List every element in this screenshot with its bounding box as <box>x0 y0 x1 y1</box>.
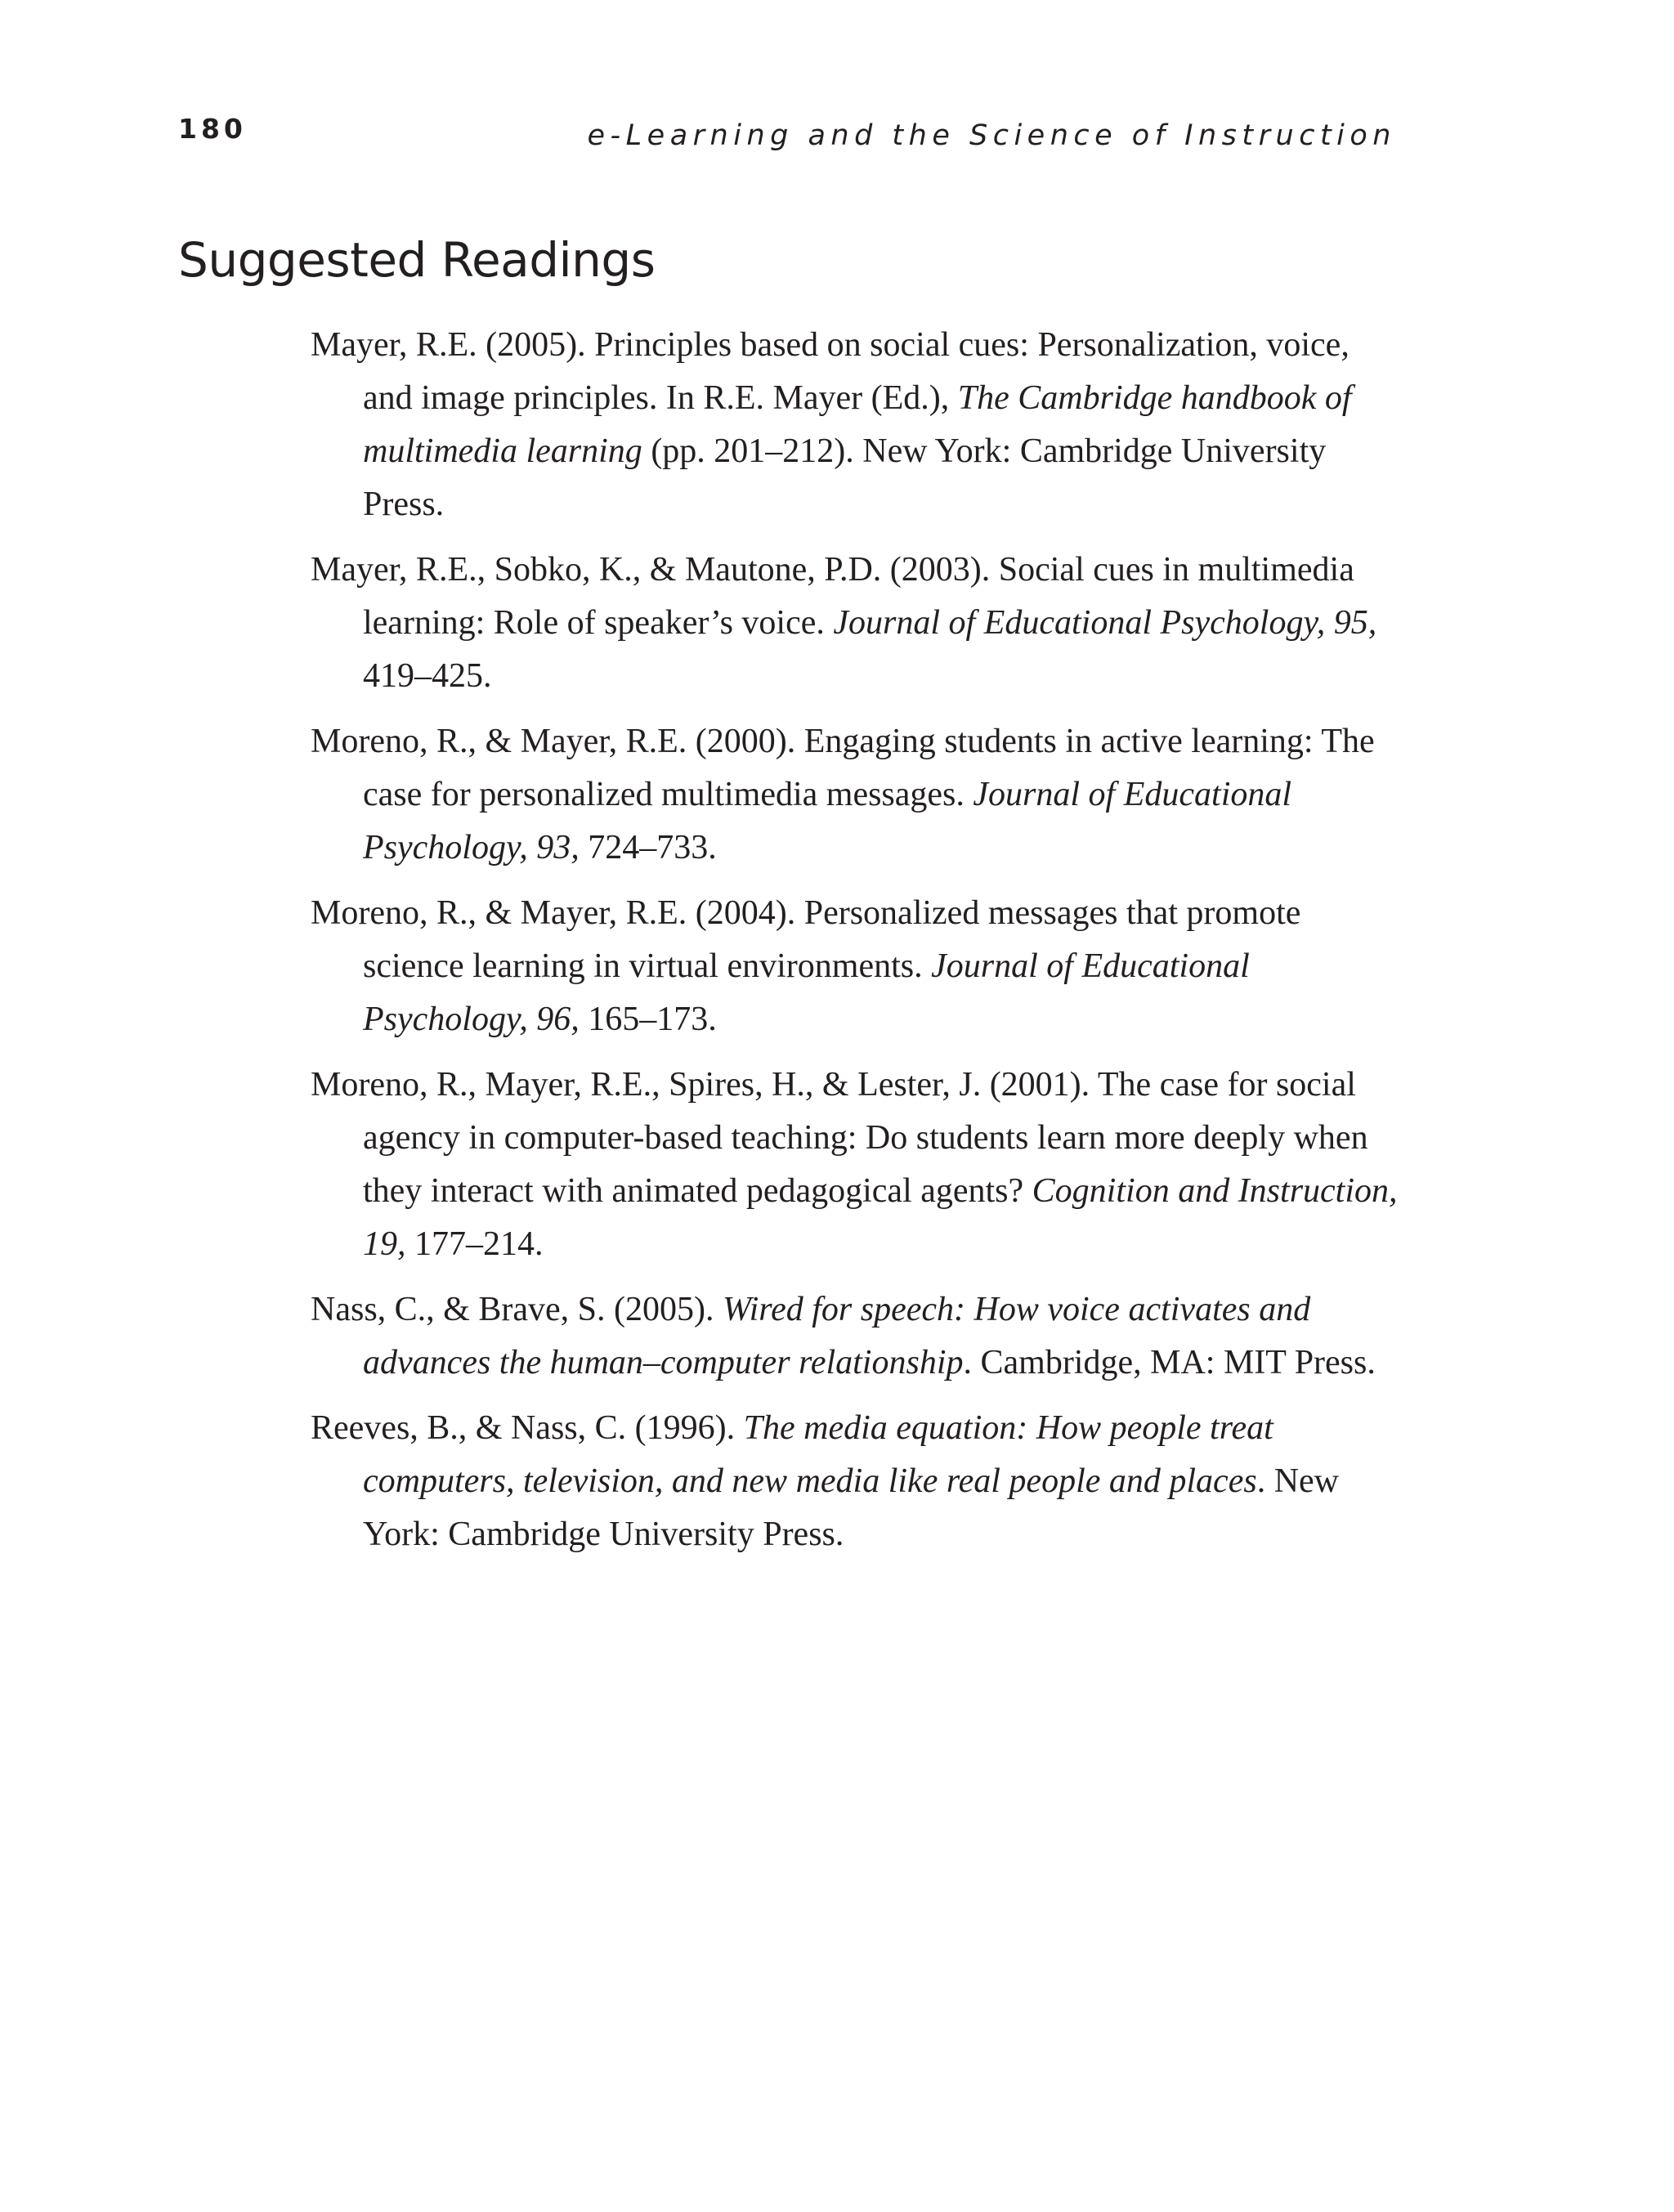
reference-text: Moreno, R., & Mayer, R.E. (2000). Engaging students in active learning: The case for personalized multimedia messages. <box>311 723 1375 813</box>
reference-text: 724–733. <box>579 829 717 866</box>
reference-title: Cognition and Instruction, 19, <box>363 1172 1398 1263</box>
reference-text: Reeves, B., & Nass, C. (1996). <box>311 1409 744 1447</box>
reference-title: Journal of Educational Psychology, 93, <box>363 776 1292 866</box>
reference-text: 177–214. <box>405 1225 544 1263</box>
reference-title: The media equation: How people treat computers, television, and new media like real people and places <box>363 1409 1273 1500</box>
reference-list <box>311 319 1398 1574</box>
reference-item <box>311 887 1398 1046</box>
reference-text: Mayer, R.E., Sobko, K., & Mautone, P.D. (2003). Social cues in multimedia learning: Role of speaker’s voice. <box>311 551 1354 642</box>
reference-text: Moreno, R., Mayer, R.E., Spires, H., & Lester, J. (2001). The case for social agency in computer-based teaching: Do students learn more deeply when they interact with animated pedagogical agents? <box>311 1066 1368 1210</box>
reference-text: Nass, C., & Brave, S. (2005). <box>311 1291 723 1328</box>
reference-title: Journal of Educational Psychology, 96, <box>363 947 1250 1038</box>
reference-text: Mayer, R.E. (2005). Principles based on social cues: Personalization, voice, and image principles. In R.E. Mayer (Ed.), <box>311 326 1349 417</box>
reference-title: Wired for speech: How voice activates and advances the human–computer relationship <box>363 1291 1311 1381</box>
section-title: Suggested Readings <box>178 232 656 288</box>
reference-item <box>311 1283 1398 1390</box>
reference-item <box>311 1402 1398 1561</box>
reference-text: . Cambridge, MA: MIT Press. <box>963 1344 1376 1381</box>
reference-item <box>311 544 1398 703</box>
reference-title: The Cambridge handbook of multimedia learning <box>363 379 1352 470</box>
reference-text: 419–425. <box>363 657 492 695</box>
page-number: 180 <box>178 113 247 145</box>
reference-item <box>311 1059 1398 1271</box>
reference-text: Moreno, R., & Mayer, R.E. (2004). Personalized messages that promote science learning in virtual environments. <box>311 894 1301 985</box>
reference-text: (pp. 201–212). New York: Cambridge University Press. <box>363 432 1327 523</box>
running-head: e-Learning and the Science of Instruction <box>587 119 1396 152</box>
reference-text: . New York: Cambridge University Press. <box>363 1462 1339 1553</box>
reference-item <box>311 715 1398 875</box>
reference-text: 165–173. <box>579 1001 717 1038</box>
reference-title: Journal of Educational Psychology, 95, <box>833 604 1377 642</box>
reference-item <box>311 319 1398 531</box>
